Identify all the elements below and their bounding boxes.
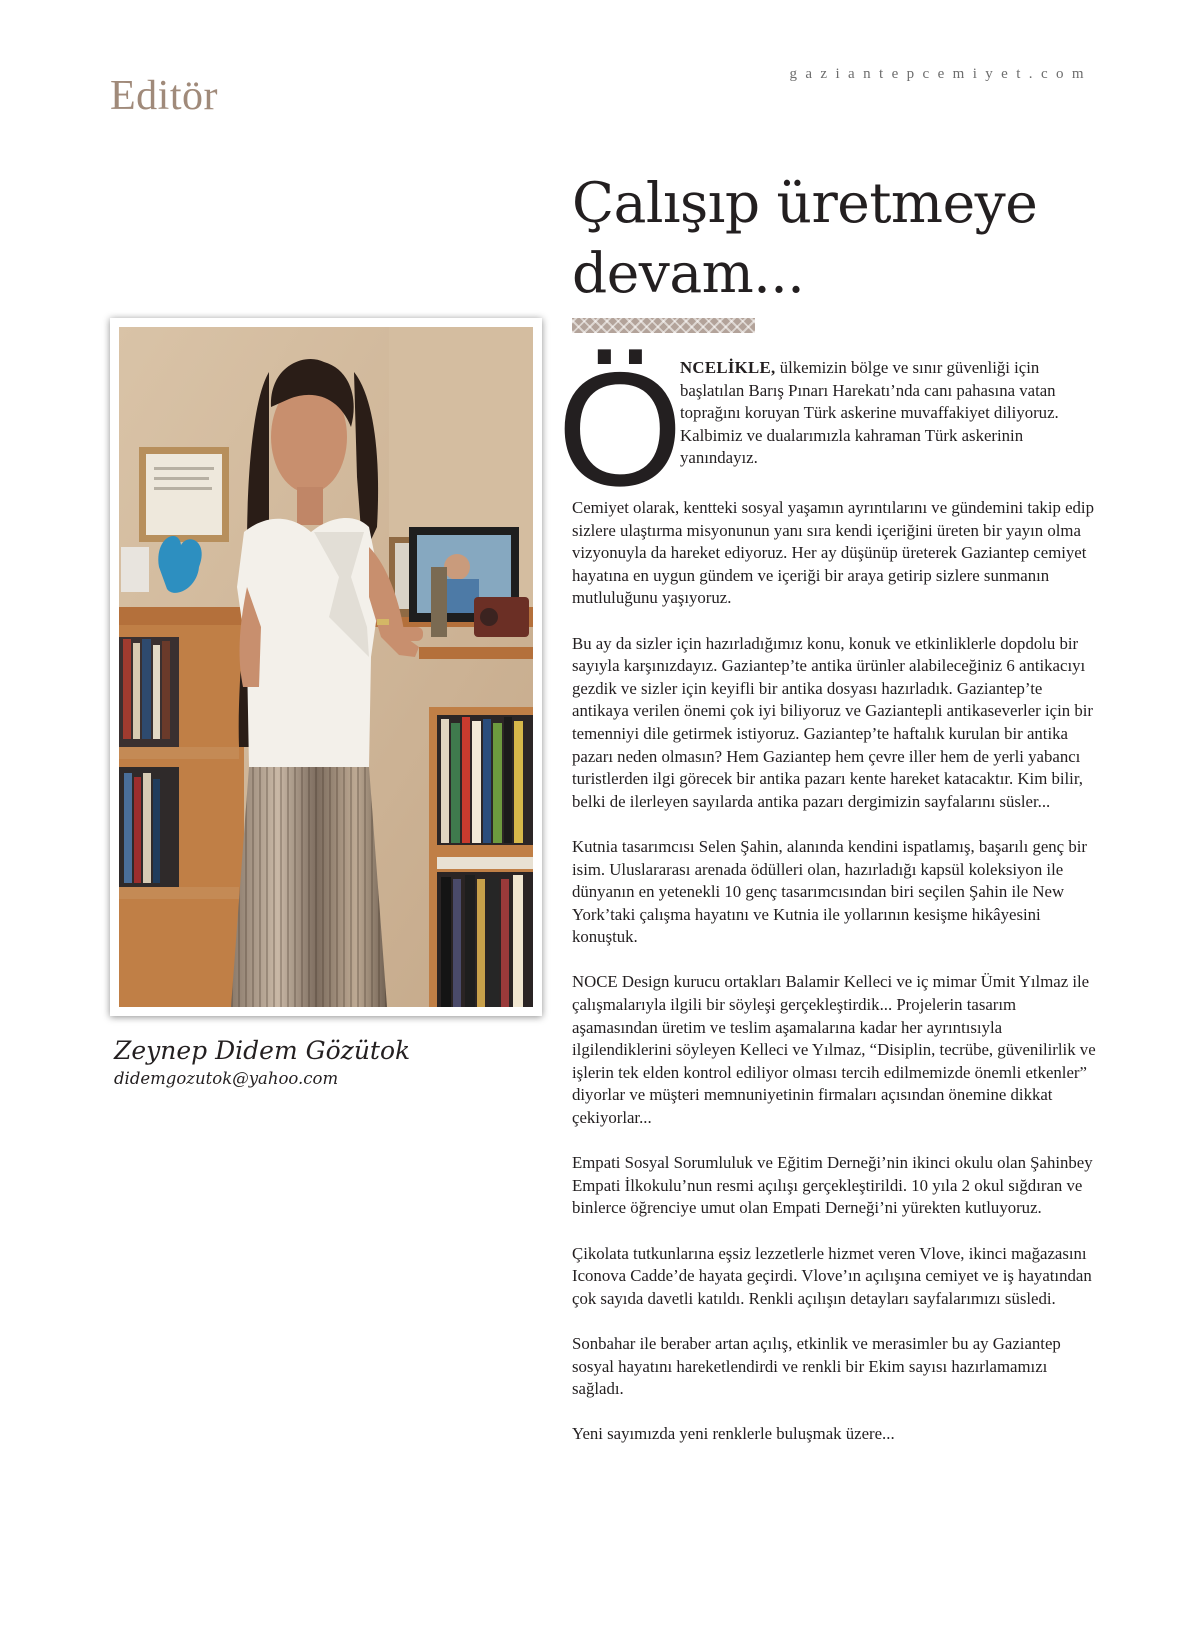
body-paragraph-5: Empati Sosyal Sorumluluk ve Eğitim Derneği’nin ikinci okulu olan Şahinbey Empati İlkokulu’nun resmi açılışı gerçekleştirildi. 10 yıla 2 okul sığdıran ve binlerce öğrenciye umut olan Empati Derneği’ni yürekten kutluyoruz. [572,1153,1093,1218]
headline-line-2: devam... [572,241,805,305]
lead-word: NCELİKLE, [680,358,776,377]
body-paragraph-2: Bu ay da sizler için hazırladığımız konu, konuk ve etkinliklerle dopdolu bir sayıyla karşınızdayız. Gaziantep’te antika ürünler alabileceğiniz 6 antikacıyı gezdik ve sizler için keyifli bir antika dosyası hazırladık. Gaziantep’te antikaya verilen önemi çok iyi biliyoruz ve Gaziantepli antikaseverler için bir temenniyi dile getirmek istiyoruz. Gaziantep’te haftalık kurulan bir antika pazarı neden olmasın? Hem Gaziantep hem çevre iller hem de yerli yabancı turistlerden ilgi görecek bir antika pazarı kente hareket katacaktır. Kim bilir, belki de ilerleyen sayılarda antika pazarı dergimizin sayfalarını süsler... [572,633,1093,811]
body-paragraph-4: NOCE Design kurucu ortakları Balamir Kelleci ve iç mimar Ümit Yılmaz ile çalışmalarıyla ilgili bir söyleşi gerçekleştirdik... Projelerin tasarım aşamasından üretim ve teslim aşamalarına kadar her ayrıntısıyla ilgilendiklerini söyleyen Kelleci ve Yılmaz, “Disiplin, tecrübe, güvenilirlik ve işlerin tek elden kontrol ediliyor olması tercih edilmemizde önemli etkenler” diyorlar ve müşteri memnuniyetinin firmaları açısından önemine dikkat çekiyorlar... [572,972,1096,1128]
drop-cap [556,339,684,520]
section-label: Editör [110,73,218,119]
site-url[interactable]: gaziantepcemiyet.com [789,66,1092,82]
body-paragraph-1: Cemiyet olarak, kentteki sosyal yaşamın ayrıntılarını ve gündemini takip edip sizlere ulaştırma misyonunun yanı sıra kendi içeriğini üreten bir yayın olma vizyonuyla da hareket ediyoruz. Her ay düşünüp üreterek Gaziantep cemiyet hayatına en uygun gündem ve içeriği bir araya getirip sizlere sunmanın mutluluğunu yaşıyoruz. [572,498,1094,608]
body-paragraph-6: Çikolata tutkunlarına eşsiz lezzetlerle hizmet veren Vlove, ikinci mağazasını Iconova Cadde’de hayata geçirdi. Vlove’ın açılışına cemiyet ve iş hayatından çok sayıda davetli katıldı. Renkli açılışın detayları sayfalarımızı süsledi. [572,1243,1092,1308]
author-name: Zeynep Didem Gözütok [114,1036,411,1065]
decorative-pattern-bar [572,318,755,333]
author-photo [119,327,533,1007]
article-headline [572,168,1112,308]
author-photo-frame [110,318,542,1016]
lead-text: ülkemizin bölge ve sınır güvenliği için başlatılan Barış Pınarı Harekatı’nda canı pahasına vatan toprağını koruyan Türk askerine muvaffakiyet diliyoruz. Kalbimiz ve dualarımızla kahraman Türk askerinin yanındayız. [680,358,1059,468]
author-email[interactable]: didemgozutok@yahoo.com [114,1069,339,1088]
article-body [556,339,1097,1469]
body-paragraph-7: Sonbahar ile beraber artan açılış, etkinlik ve merasimler bu ay Gaziantep sosyal hayatını hareketlendirdi ve renkli bir Ekim sayısı hazırlamamızı sağladı. [572,1333,1061,1399]
body-paragraph-8: Yeni sayımızda yeni renklerle buluşmak üzere... [572,1424,895,1444]
body-paragraph-3: Kutnia tasarımcısı Selen Şahin, alanında kendini ispatlamış, başarılı genç bir isim. Uluslararası arenada ödülleri olan, hazırladığı kapsül koleksiyon ile dünyanın en yetenekli 10 genç tasarımcısından biri seçilen Şahin ile New York’taki çalışma hayatını ve Kutnia ile yollarının kesişme hikâyesini konuştuk. [572,836,1087,947]
lead-paragraph [556,339,1097,520]
drop-cap-letter: Ö [556,339,684,520]
headline-line-1: Çalışıp üretmeye [572,171,1038,235]
